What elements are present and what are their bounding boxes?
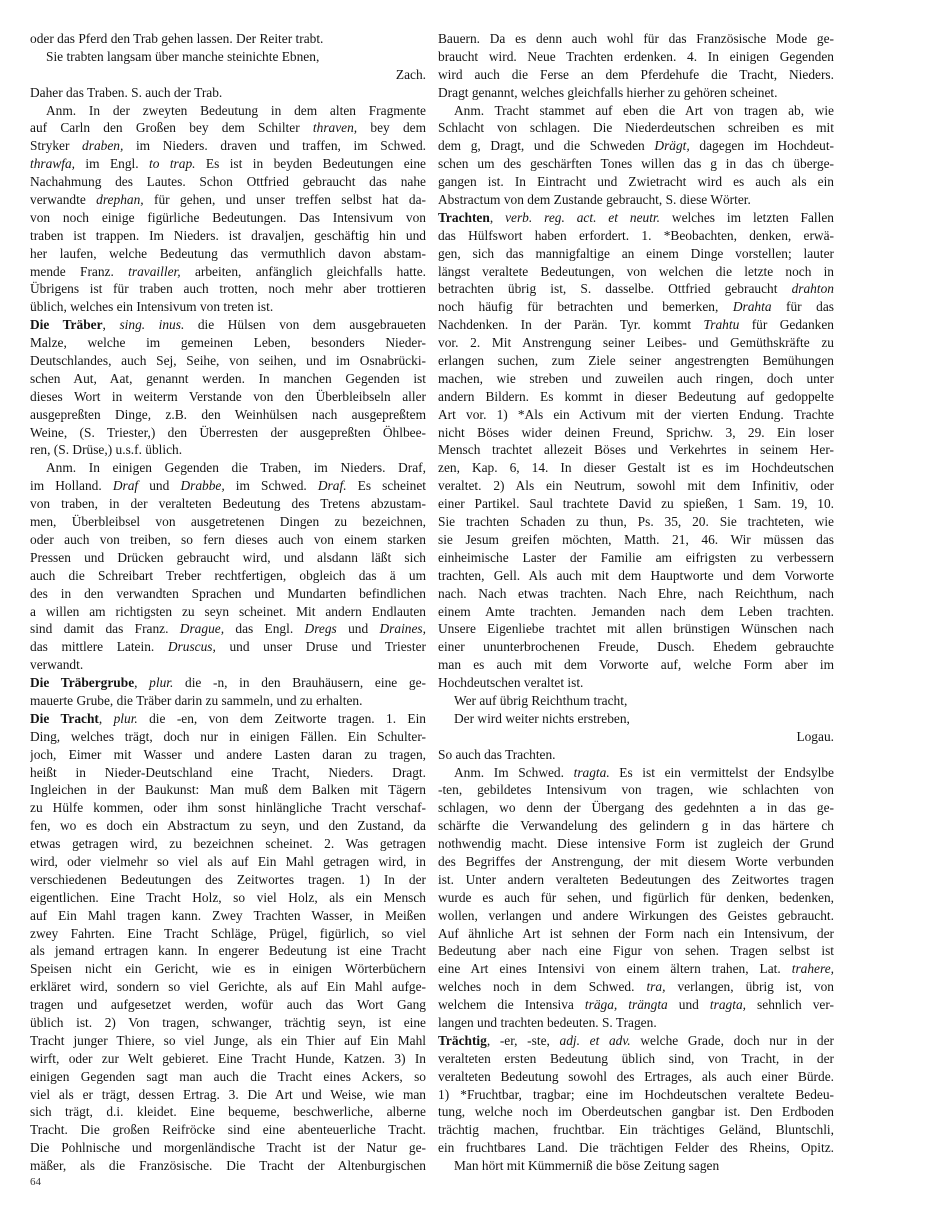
text-line: längst veraltete Bedeutungen, von welchen die letzte noch in: [438, 263, 834, 279]
text-line: verwandte drephan, für gehen, und unser treffen selbst hat da-: [30, 192, 426, 208]
text-line: joch, Eimer mit Wasser und andere Lasten daran zu tragen,: [30, 746, 426, 762]
text-line: Deutschlandes, auch Sej, Seihe, von seihen, und im Osnabrücki-: [30, 353, 426, 369]
text-line: etwas getragen wird, zu bezeichnen scheinet. 2. Was getragen: [30, 836, 426, 852]
text-line: eigentlichen. Eine Tracht Holz, so viel Holz, als ein Mensch: [30, 889, 426, 905]
text-line: oder das Pferd den Trab gehen lassen. Der Reiter trabt.: [30, 31, 324, 46]
page-number: 64: [30, 1176, 41, 1188]
text-line: erlangen suchen, zum Ziele seiner angestrengten Bemühungen: [438, 353, 834, 369]
verse-attribution: Logau.: [796, 728, 834, 744]
text-line: men, Überbleibsel von ausgetretenen Dingen zu bezeichnen,: [30, 514, 426, 530]
text-line: Anm. Im Schwed. tragta. Es ist ein vermittelst der Endsylbe: [454, 764, 834, 780]
text-line: einer ununterbrochenen Freude, Dusch. Ehedem gebrauchte: [438, 639, 834, 655]
text-line: einer Partikel. Saul trachtete David zu spießen, 1 Sam. 19, 10.: [438, 496, 834, 512]
text-line: traben ist trappen. Im Nieders. ist dravaljen, geschäftig hin und: [30, 227, 426, 243]
text-line: welches noch in dem Schwed. tra, verlangen, übrig ist, von: [438, 979, 834, 995]
text-line: ausgepreßten Dinge, z.B. den Weinhülsen nach ausgepreßtem: [30, 406, 426, 422]
text-line: mauerte Grube, die Träber darin zu sammeln, und zu erhalten.: [30, 692, 363, 708]
text-line: Hochdeutschen veraltet ist.: [438, 675, 584, 691]
verse-attribution: Zach.: [395, 66, 426, 82]
headword: Trächtig: [438, 1032, 487, 1048]
text-line: andern Bildern. Es kommt in dieser Bedeutung auf gedoppelte: [438, 388, 834, 404]
text-line: man es auch mit dem Vorworte auf, welche Form aber im: [438, 657, 834, 673]
text-line: noch häufig für betrachten und bemerken, Drahta für das: [438, 299, 834, 315]
entry-line: Trächtig, -er, -ste, adj. et adv. welche Grade, doch nur in der: [438, 1032, 834, 1048]
headword: Die Träbergrube: [30, 675, 135, 691]
text-line: -ten, gebildetes Intensivum von tragen, wie schlachten von: [438, 782, 834, 798]
text-line: Bedeutung aber nach eine Figur von sehen. Tragen selbst ist: [438, 943, 834, 959]
text-line: eine Art eines Intensivi von einem ältern trahen, Lat. trahere,: [438, 961, 834, 977]
text-line: das mittlere Latein. Druscus, und unser Druse und Triester: [30, 639, 426, 655]
headword: Die Träber: [30, 317, 103, 333]
text-line: mende Franz. travailler, arbeiten, anfänglich gleichfalls hatte.: [30, 263, 426, 279]
text-line: So auch das Trachten.: [438, 746, 556, 762]
text-line: langen und trachten bedeuten. S. Tragen.: [438, 1014, 657, 1030]
text-line: das Hülfswort haben erfordert. 1. *Beobachten, denken, erwä-: [438, 227, 834, 243]
text-line: Schlacht von schlagen. Die Niederdeutschen schreiben es mit: [438, 120, 834, 136]
text-line: Unsere Eigenliebe trachtet mit allen brünstigen Wünschen nach: [438, 621, 834, 637]
text-line: Pressen und Drücken gebraucht wird, und alsdann läßt sich: [30, 549, 426, 565]
text-line: wollen, verlangen und andere Wirkungen des Geistes gebraucht.: [438, 907, 834, 923]
text-line: veralteten ersten Bedeutung üblich sind, von Tracht, in der: [438, 1050, 834, 1066]
verse-line: Wer auf übrig Reichthum tracht,: [454, 692, 628, 708]
headword: Trachten: [438, 209, 490, 225]
text-line: Ingleichen in der Baukunst: Man muß dem Balken mit Tägern: [30, 782, 426, 798]
text-line: Übrigens ist für traben auch trotten, noch mehr aber trottieren: [30, 281, 426, 297]
text-line: des Begriffes der Anstrengung, der mit diesem Worte verbunden: [438, 853, 834, 869]
text-line: dem g, Dragt, und die Schweden Drägt, dagegen im Hochdeut-: [438, 138, 834, 154]
text-line: Abstractum von dem Zustande gebraucht, S. diese Wörter.: [438, 192, 751, 208]
text-line: einheimische Laster der Familie am eifrigsten zu verbessern: [438, 549, 834, 565]
text-line: machen, wie streben und zuweilen auch ringen, doch unter: [438, 370, 834, 386]
verse-line: Man hört mit Kümmerniß die böse Zeitung sagen: [454, 1158, 720, 1174]
text-line: trächtig machen, fruchtbar. Ein trächtiges Geländ, Bluntschli,: [438, 1122, 834, 1138]
text-line: Nachdenken. In der Parän. Tyr. kommt Trahtu für Gedanken: [438, 317, 834, 333]
text-line: schen Aut, Aat, genannt werden. In manchen Gegenden ist: [30, 370, 426, 386]
text-line: üblich, welches ein Intensivum von treten ist.: [30, 299, 274, 315]
text-line: zen, Kap. 6, 14. In dieser Gestalt ist es im Hochdeutschen: [438, 460, 834, 476]
text-line: sich trägt, d.i. kleidet. Eine bequeme, beschwerliche, alberne: [30, 1104, 426, 1120]
text-line: Sie trachten Schaden zu thun, Ps. 35, 20. Sie trachteten, wie: [438, 514, 834, 530]
text-line: einigen Gegenden sagt man auch die Tracht eines Ackers, so: [30, 1068, 426, 1084]
text-line: nach. Nach etwas trachten. Nach Ehre, nach Reichthum, nach: [438, 585, 834, 601]
text-line: Dragt genannt, welches gleichfalls hierher zu gehören scheinet.: [438, 84, 778, 100]
text-line: wird, oder vielmehr so viel als auf Ein Mahl getragen wird, in: [30, 853, 426, 869]
text-line: von noch einige figürliche Bedeutungen. Das Intensivum von: [30, 209, 426, 225]
text-line: Ding, welches trägt, doch nur in einigen Fällen. Ein Schulter-: [30, 728, 426, 744]
text-line: Tracht junger Thiere, so viel Junge, als ein Thier auf Ein Mahl: [30, 1032, 426, 1048]
text-line: viel als er trägt, dessen Ertrag. 3. Die Art und Weise, wie man: [30, 1086, 426, 1102]
entry-line: Die Träbergrube, plur. die -n, in den Brauhäusern, eine ge-: [30, 675, 426, 691]
text-line: a willen am richtigsten zu seyn scheinet. Mit andern Endlauten: [30, 603, 426, 619]
text-line: Art vor. 1) *Als ein Activum mit der vierten Endung. Trachte: [438, 406, 834, 422]
entry-line: Die Tracht, plur. die -en, von dem Zeitworte tragen. 1. Ein: [30, 710, 426, 726]
text-line: veraltet. 2) Als ein Neutrum, sowohl mit dem Infinitiv, oder: [438, 478, 834, 494]
text-line: auf Carln den Großen bey dem Schilter thraven, bey dem: [30, 120, 426, 136]
text-line: veralteten Bedeutung sowohl des Ertrages, als auch einer Bürde.: [438, 1068, 834, 1084]
text-line: Nachahmung des Lautes. Schon Ottfried gebraucht das nahe: [30, 174, 426, 190]
text-line: sind damit das Franz. Drague, das Engl. Dregs und Draines,: [30, 621, 426, 637]
text-line: wirft, oder zur Welt gebieret. Eine Tracht Hunde, Katzen. 3) In: [30, 1050, 426, 1066]
entry-line: Trachten, verb. reg. act. et neutr. welches im letzten Fallen: [438, 209, 834, 225]
right-column: [438, 30, 834, 1175]
text-line: einem Amte trachten. Jemanden nach dem Leben trachten.: [438, 603, 834, 619]
verse-line: Der wird weiter nichts erstreben,: [454, 710, 630, 726]
text-line: Auf ähnliche Art ist sehnen der Form nach ein Intensivum, der: [438, 925, 834, 941]
text-line: fen, wo es doch ein Abstractum zu seyn, und den Zustand, da: [30, 818, 426, 834]
text-line: her laufen, welche Bedeutung das vermuthlich davon abstam-: [30, 245, 426, 261]
text-line: heißt in Nieder-Deutschland eine Tracht, Nieders. Dragt.: [30, 764, 426, 780]
text-line: tragen und aufgesetzet werden, wofür auch das Wort Gang: [30, 997, 426, 1013]
text-line: Anm. Tracht stammet auf eben die Art von tragen ab, wie: [454, 102, 834, 118]
text-line: Speisen nicht ein Gericht, wie es in einigen Wörterbüchern: [30, 961, 426, 977]
text-line: oder auch von treiben, so fern dieses auch von einem starken: [30, 531, 426, 547]
text-line: von traben, in der veralteten Bedeutung des Tretens abzustam-: [30, 496, 426, 512]
text-line: üblich ist. 2) Von tragen, schwanger, trächtig seyn, ist eine: [30, 1014, 426, 1030]
text-line: zu Hülfe kommen, oder ihm sonst hinlängliche Tracht verschaf-: [30, 800, 426, 816]
text-line: braucht wird. Neue Trachten erdenken. 4. In einigen Gegenden: [438, 48, 834, 64]
text-line: wurde es auch für sehen, und figürlich für denken, bedenken,: [438, 889, 834, 905]
text-line: auf Ein Mahl tragen kann. Zwey Trachten Wasser, in Meißen: [30, 907, 426, 923]
text-line: Anm. In der zweyten Bedeutung in dem alten Fragmente: [46, 102, 426, 118]
text-line: betrachten übrig ist, S. dasselbe. Ottfried gebraucht drahton: [438, 281, 834, 297]
verse-line: Sie trabten langsam über manche steinichte Ebnen,: [46, 48, 320, 64]
text-line: tung, welche noch im Oberdeutschen gangbar ist. Den Erdboden: [438, 1104, 834, 1120]
text-line: gangen ist. In Eintracht und Zwietracht wird es auch als ein: [438, 174, 834, 190]
text-line: mäßer, als die Französische. Die Tracht der Altenburgischen: [30, 1158, 426, 1174]
text-line: schen um des geschärften Tones willen das g in das ch überge-: [438, 156, 834, 172]
text-line: schärfte die Verwandelung des gelindern g in das härtere ch: [438, 818, 834, 834]
text-line: Die Pohlnische und morgenländische Tracht ist der Natur ge-: [30, 1140, 426, 1156]
headword: Die Tracht: [30, 710, 99, 726]
text-line: Daher das Traben. S. auch der Trab.: [30, 84, 223, 100]
text-line: des in den verwandten Sprachen und Mundarten befindlichen: [30, 585, 426, 601]
text-line: Bauern. Da es denn auch wohl für das Französische Mode ge-: [438, 31, 834, 46]
text-line: 1) *Fruchtbar, tragbar; eine im Hochdeutschen veraltete Bedeu-: [438, 1086, 834, 1102]
text-line: welchem die Intensiva träga, trängta und tragta, sehnlich ver-: [438, 997, 834, 1013]
text-line: Tracht. Die großen Reifröcke sind eine abenteuerliche Tracht.: [30, 1122, 426, 1138]
text-line: ren, (S. Drüse,) u.s.f. üblich.: [30, 442, 183, 458]
text-line: Stryker draben, im Nieders. draven und traffen, im Schwed.: [30, 138, 426, 154]
text-line: als jemand ertragen kann. In engerer Bedeutung ist eine Tracht: [30, 943, 426, 959]
text-line: verwandt.: [30, 657, 84, 673]
text-line: sie Jesum greifen möchten, Matth. 21, 46. Wir müssen das: [438, 531, 834, 547]
text-line: Malze, welche im gemeinen Leben, besonders Nieder-: [30, 335, 426, 351]
text-line: Mensch trachtet allezeit Böses und Verkehrtes in seinem Her-: [438, 442, 834, 458]
text-line: thrawfa, im Engl. to trap. Es ist in beyden Bedeutungen eine: [30, 156, 426, 172]
text-line: Weine, (S. Triester,) den Überresten der ausgepreßten Öhlbee-: [30, 424, 426, 440]
text-line: ein fruchtbares Land. Die trächtigen Felder des Rheins, Opitz.: [438, 1140, 834, 1156]
text-line: auch die Schreibart Treber rechtfertigen, obgleich das ä um: [30, 567, 426, 583]
text-line: erkläret wird, sondern so viel Gerichte, als auf Ein Mahl aufge-: [30, 979, 426, 995]
text-line: vor. 2. Mit Anstrengung seiner Leibes- und Gemüthskräfte zu: [438, 335, 834, 351]
text-line: trachten, Gell. Als auch mit dem Hauptworte und dem Vorworte: [438, 567, 834, 583]
entry-line: Die Träber, sing. inus. die Hülsen von dem ausgebraueten: [30, 317, 426, 333]
text-line: schlagen, wo denn der Übergang des gedehnten a in das ge-: [438, 800, 834, 816]
text-line: gen, sich das mannigfaltige an einem Dinge vorstellen; lauter: [438, 245, 834, 261]
text-line: zwey Fahrten. Eine Tracht Schläge, Prügel, figürlich, so viel: [30, 925, 426, 941]
text-line: wird auch die Ferse an dem Pferdehufe die Tracht, Nieders.: [438, 66, 834, 82]
text-line: nothwendig macht. Diese intensive Form ist zugleich der Grund: [438, 836, 834, 852]
left-column: [30, 30, 426, 1175]
text-line: Anm. In einigen Gegenden die Traben, im Nieders. Draf,: [46, 460, 426, 476]
text-line: ist. Unter andern veralteten Bedeutungen des Zeitwortes tragen: [438, 871, 834, 887]
text-line: dieses Wort in weiterm Verstande von den Überbleibseln aller: [30, 388, 426, 404]
text-line: im Holland. Draf und Drabbe, im Schwed. Draf. Es scheinet: [30, 478, 426, 494]
text-line: nicht Böses wider deinen Freund, Sprichw. 3, 29. Ein loser: [438, 424, 834, 440]
text-line: verschiedenen Bedeutungen des Zeitwortes tragen. 1) In der: [30, 871, 426, 887]
